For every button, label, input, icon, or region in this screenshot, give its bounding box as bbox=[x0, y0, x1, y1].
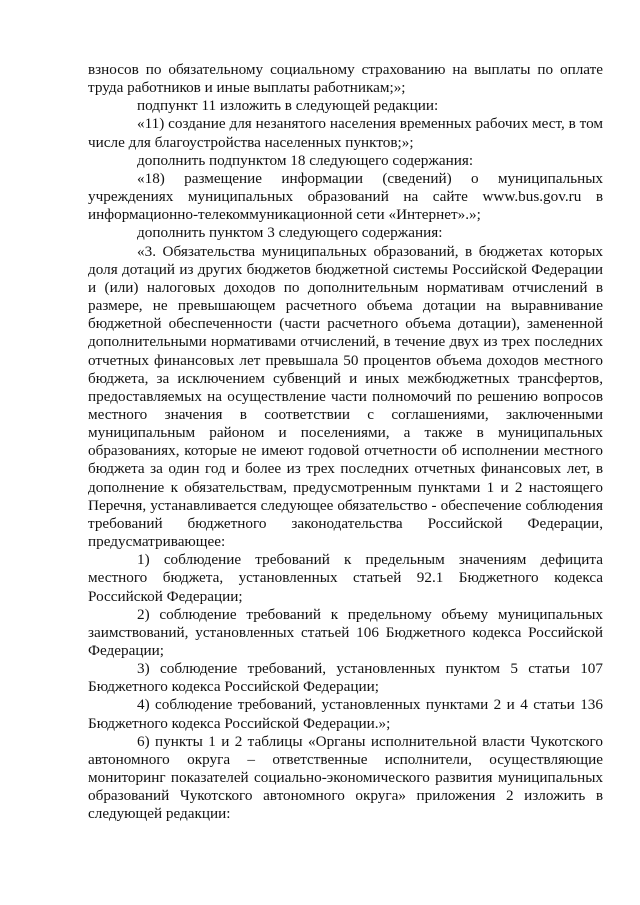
paragraph-10: 3) соблюдение требований, установленных пунктом 5 статьи 107 Бюджетного кодекса Российской Федерации; bbox=[88, 660, 603, 696]
paragraph-6: дополнить пунктом 3 следующего содержания: bbox=[137, 224, 443, 242]
paragraph-8: 1) соблюдение требований к предельным значениям дефицита местного бюджета, установленных статьей 92.1 Бюджетного кодекса Российской Федерации; bbox=[88, 551, 603, 605]
paragraph-4: дополнить подпунктом 18 следующего содержания: bbox=[137, 151, 474, 169]
paragraph-11: 4) соблюдение требований, установленных пунктами 2 и 4 статьи 136 Бюджетного кодекса Российской Федерации.»; bbox=[88, 696, 603, 732]
paragraph-2: подпункт 11 изложить в следующей редакции: bbox=[137, 97, 439, 115]
paragraph-9: 2) соблюдение требований к предельному объему муниципальных заимствований, установленных статьей 106 Бюджетного кодекса Российской Федерации; bbox=[88, 605, 603, 659]
document-body bbox=[88, 61, 603, 824]
paragraph-12: 6) пункты 1 и 2 таблицы «Органы исполнительной власти Чукотского автономного округа – ответственные исполнители, осуществляющие мониторинг показателей социально-экономического развития муниципальных образований Чукотского автономного округа» приложения 2 изложить в следующей редакции: bbox=[88, 732, 603, 823]
paragraph-7: «3. Обязательства муниципальных образований, в бюджетах которых доля дотаций из других бюджетов бюджетной системы Российской Федерации и (или) налоговых доходов по дополнительным нормативам отчислений в размере, не превышающем расчетного объема дотации на выравнивание бюджетной обеспеченности (части расчетного объема дотации), замененной дополнительными нормативами отчислений, в течение двух из трех последних отчетных финансовых лет превышала 50 процентов объема доходов местного бюджета, за исключением субвенций и иных межбюджетных трансфертов, предоставляемых на осуществление части полномочий по решению вопросов местного значения в соответствии с соглашениями, заключенными муниципальным районом и поселениями, а также в муниципальных образованиях, которые не имеют годовой отчетности об исполнении местного бюджета за один год и более из трех последних отчетных финансовых лет, в дополнение к обязательствам, предусмотренным пунктами 1 и 2 настоящего Перечня, устанавливается следующее обязательство - обеспечение соблюдения требований бюджетного законодательства Российской Федерации, предусматривающее: bbox=[88, 242, 603, 551]
paragraph-1: взносов по обязательному социальному страхованию на выплаты по оплате труда работников и иные выплаты работникам;»; bbox=[88, 61, 603, 97]
paragraph-5: «18) размещение информации (сведений) о муниципальных учреждениях муниципальных образований на сайте www.bus.gov.ru в информационно-телекоммуникационной сети «Интернет».»; bbox=[88, 169, 603, 224]
paragraph-3: «11) создание для незанятого населения временных рабочих мест, в том числе для благоустройства населенных пунктов;»; bbox=[88, 115, 603, 151]
